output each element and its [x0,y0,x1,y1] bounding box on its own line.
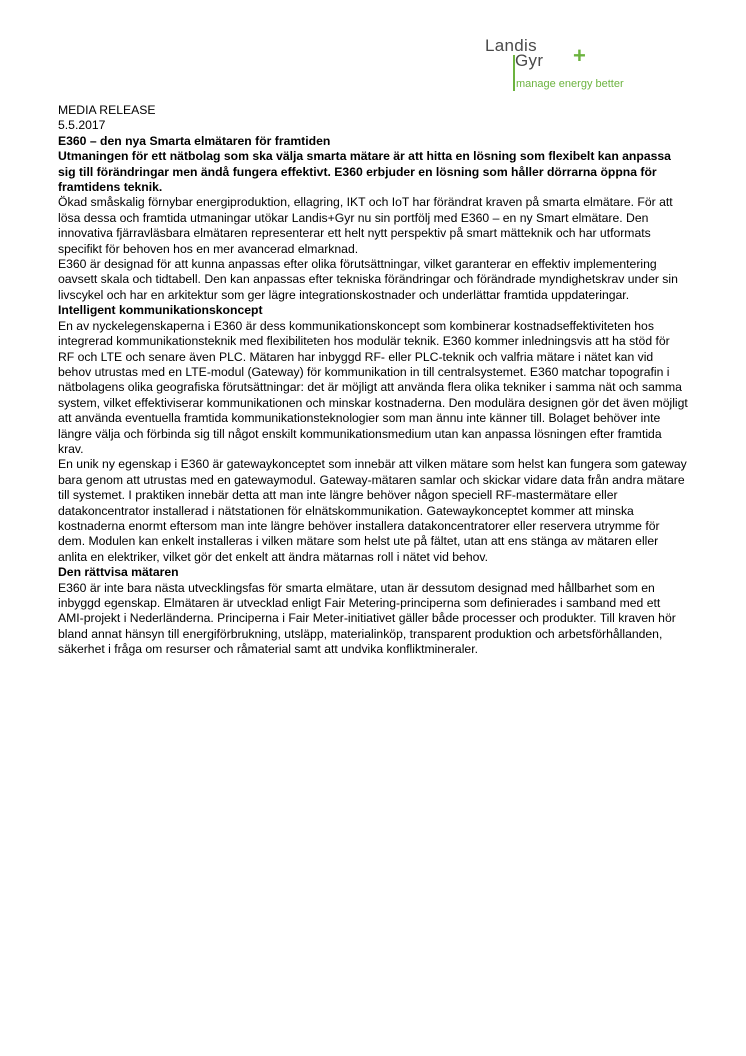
media-release-label: MEDIA RELEASE [58,103,156,117]
logo-plus-icon: + [573,43,586,68]
document-body [58,103,688,658]
communication-paragraph-2: En unik ny egenskap i E360 är gatewaykonceptet som innebär att vilken mätare som helst kan fungera som gateway bara genom att utrustas med en gatewaymodul. Gateway-mätaren samlar och skickar vidare data från andra mätare till systemet. I praktiken innebär detta att man inte längre behöver någon speciell RF-mastermätare eller datakoncentrator installerad i nätstationen för elnätskommunikation. Gatewaykonceptet kommer att minska kostnaderna enormt eftersom man inte längre behöver installera datakoncentratorer eller reservera utrymme för dem. Modulen kan enkelt installeras i vilken mätare som helst ute på fältet, utan att ens stänga av mätaren eller anlita en elektriker, vilket gör det enkelt att ändra mätarnas roll i nätet vid behov. [58,457,687,564]
section-heading-communication: Intelligent kommunikationskoncept [58,303,263,318]
fair-meter-paragraph-1: E360 är inte bara nästa utvecklingsfas för smarta elmätare, utan är dessutom designad med hållbarhet som en inbyggd egenskap. Elmätaren är utvecklad enligt Fair Metering-principerna som definierades i samband med ett AMI-projekt i Nederländerna. Principerna i Fair Meter-initiativet gäller både processer och produkter. Till kraven hör bland annat hänsyn till energiförbrukning, utsläpp, materialinköp, transparent produktion och arbetsförhållanden, säkerhet i fråga om resurser och råmaterial samt att undvika konfliktmineraler. [58,580,676,657]
release-date: 5.5.2017 [58,118,106,133]
company-logo [485,36,645,92]
lead-paragraph: Utmaningen för ett nätbolag som ska välja smarta mätare är att hitta en lösning som flexibelt kan anpassa sig till förändringar men ändå fungera effektivt. E360 erbjuder en lösning som håller dörrarna öppna för framtidens teknik. [58,149,671,195]
logo-tagline: manage energy better [516,78,624,90]
section-heading-fair-meter: Den rättvisa mätaren [58,565,179,580]
document-title: E360 – den nya Smarta elmätaren för framtiden [58,133,331,148]
communication-paragraph-1: En av nyckelegenskaperna i E360 är dess kommunikationskoncept som kombinerar kostnadseffektiviteten hos integrerad kommunikationsteknik med flexibiliteten hos modulär teknik. E360 kommer inledningsvis att ha stöd för RF och LTE och senare även PLC. Mätaren har inbyggd RF- eller PLC-teknik och valfria mätare i nätet kan vid behov utrustas med en LTE-modul (Gateway) för kommunikation in till centralsystemet. E360 matchar topografin i nätbolagens olika geografiska förutsättningar: det är möjligt att använda flera olika tekniker i samma nät och samma system, vilket effektiviserar kommunikationen och minskar kostnaderna. Den modulära designen gör det även möjligt att använda eventuella framtida kommunikationsteknologier som man ännu inte känner till. Bolaget behöver inte längre välja och förbinda sig till något enskilt kommunikationsmedium utan kan anpassa lösningen efter framtida krav. [58,318,688,456]
logo-text-gyr: Gyr [515,51,544,70]
logo-text-landis: Landis [485,36,537,55]
intro-paragraph-1: Ökad småskalig förnybar energiproduktion, ellagring, IKT och IoT har förändrat kraven på smarta elmätare. För att lösa dessa och framtida utmaningar utökar Landis+Gyr nu sin portfölj med E360 – en ny Smart elmätare. Den innovativa fjärravläsbara elmätaren representerar ett helt nytt perspektiv på smart mätteknik och har utformats specifikt för behoven hos en mer avancerad elmarknad. [58,195,673,256]
intro-paragraph-2: E360 är designad för att kunna anpassas efter olika förutsättningar, vilket garanterar en effektiv implementering oavsett skala och tidtabell. Den kan anpassas efter tekniska förändringar och förändrade myndighetskrav under sin livscykel och har en arkitektur som ger lägre integrationskostnader och underlättar framtida uppdateringar. [58,257,678,302]
